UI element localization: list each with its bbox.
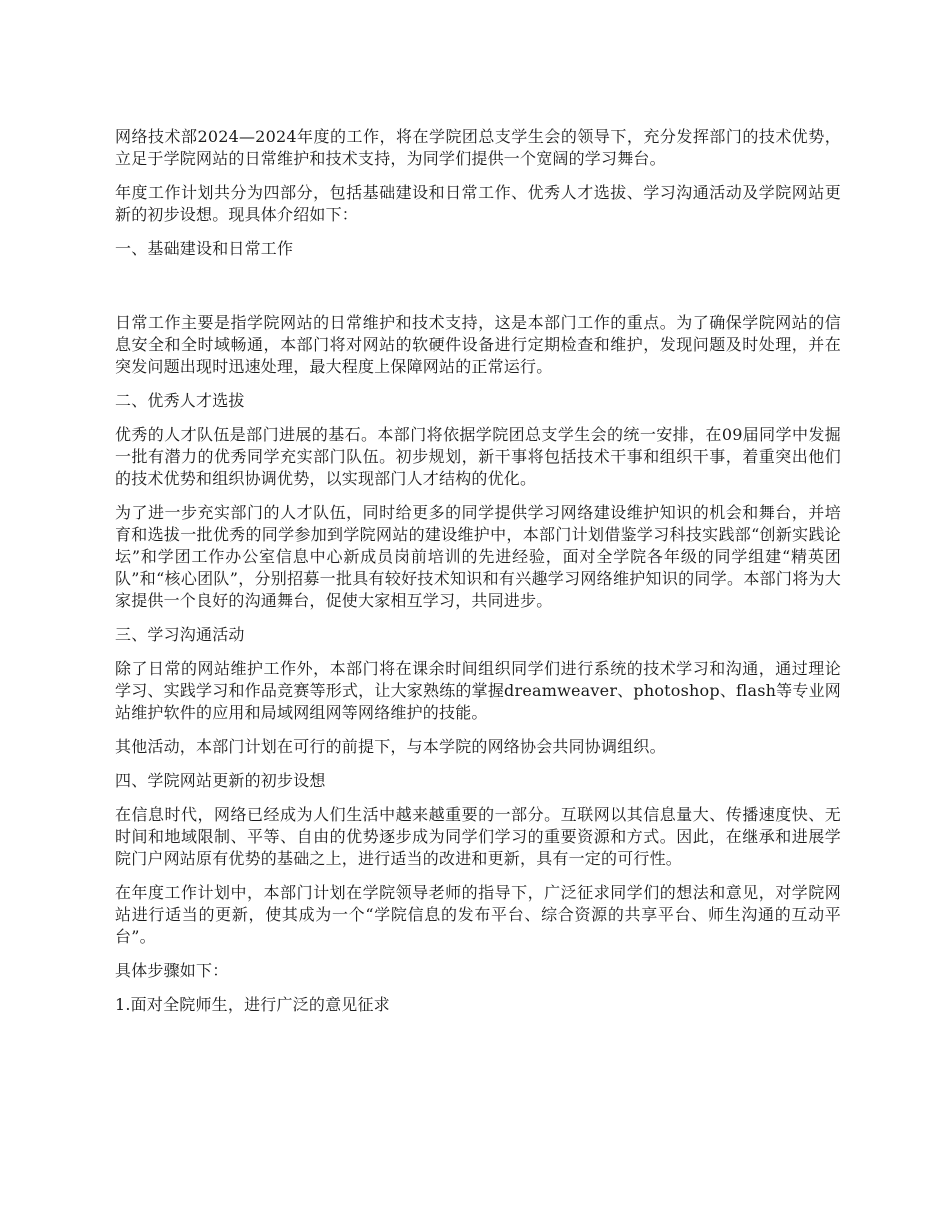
section-2-paragraph-1: 优秀的人才队伍是部门进展的基石。本部门将依据学院团总支学生会的统一安排，在09届同学中发掘一批有潜力的优秀同学充实部门队伍。初步规划，新干事将包括技术干事和组织干事，着重突出他们的技术优势和组织协调优势，以实现部门人才结构的优化。 [115, 425, 841, 488]
intro-paragraph-1: 网络技术部2024—2024年度的工作，将在学院团总支学生会的领导下，充分发挥部门的技术优势，立足于学院网站的日常维护和技术支持，为同学们提供一个宽阔的学习舞台。 [115, 127, 841, 168]
section-3-paragraph-1: 除了日常的网站维护工作外，本部门将在课余时间组织同学们进行系统的技术学习和沟通，通过理论学习、实践学习和作品竞赛等形式，让大家熟练的掌握dreamweaver、photoshop、flash等专业网站维护软件的应用和局域网组网等网络维护的技能。 [115, 659, 841, 722]
section-3-heading: 三、学习沟通活动 [115, 625, 245, 644]
section-4-step-1: 1.面对全院师生，进行广泛的意见征求 [115, 995, 390, 1014]
intro-paragraph-2: 年度工作计划共分为四部分，包括基础建设和日常工作、优秀人才选拔、学习沟通活动及学院网站更新的初步设想。现具体介绍如下： [115, 183, 841, 224]
section-2-paragraph-2: 为了进一步充实部门的人才队伍，同时给更多的同学提供学习网络建设维护知识的机会和舞台，并培育和选拔一批优秀的同学参加到学院网站的建设维护中，本部门计划借鉴学习科技实践部“创新实践论坛”和学团工作办公室信息中心新成员岗前培训的先进经验，面对全学院各年级的同学组建“精英团队”和“核心团队”，分别招募一批具有较好技术知识和有兴趣学习网络维护知识的同学。本部门将为大家提供一个良好的沟通舞台，促使大家相互学习，共同进步。 [115, 503, 841, 610]
section-4-heading: 四、学院网站更新的初步设想 [115, 771, 326, 790]
document-body [115, 126, 841, 1028]
section-3-paragraph-2: 其他活动，本部门计划在可行的前提下，与本学院的网络协会共同协调组织。 [115, 737, 666, 756]
section-4-paragraph-3: 具体步骤如下： [115, 961, 229, 980]
section-2-heading: 二、优秀人才选拔 [115, 391, 245, 410]
blank-space [115, 272, 841, 312]
section-1-heading: 一、基础建设和日常工作 [115, 239, 294, 258]
section-4-paragraph-2: 在年度工作计划中，本部门计划在学院领导老师的指导下，广泛征求同学们的想法和意见，对学院网站进行适当的更新，使其成为一个“学院信息的发布平台、综合资源的共享平台、师生沟通的互动平台”。 [115, 883, 841, 946]
section-4-paragraph-1: 在信息时代，网络已经成为人们生活中越来越重要的一部分。互联网以其信息量大、传播速度快、无时间和地域限制、平等、自由的优势逐步成为同学们学习的重要资源和方式。因此，在继承和进展学院门户网站原有优势的基础之上，进行适当的改进和更新，具有一定的可行性。 [115, 805, 841, 868]
section-1-paragraph-1: 日常工作主要是指学院网站的日常维护和技术支持，这是本部门工作的重点。为了确保学院网站的信息安全和全时域畅通，本部门将对网站的软硬件设备进行定期检查和维护，发现问题及时处理，并在突发问题出现时迅速处理，最大程度上保障网站的正常运行。 [115, 313, 841, 376]
